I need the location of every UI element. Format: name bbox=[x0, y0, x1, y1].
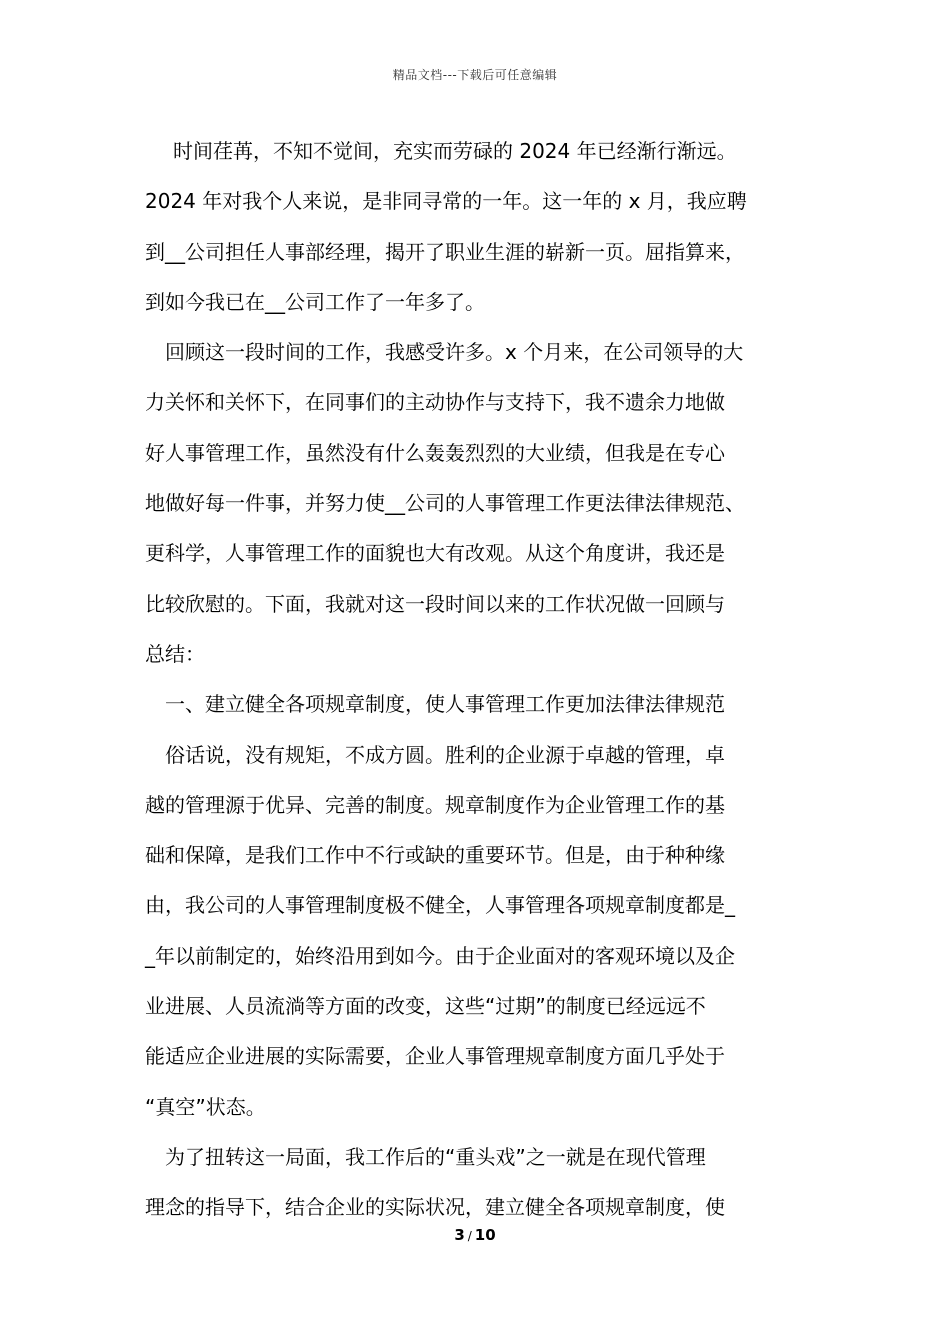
paragraph-line: 力关怀和关怀下，在同事们的主动协作与支持下，我不遗余力地做 bbox=[145, 390, 725, 415]
page-number bbox=[0, 1226, 950, 1244]
paragraph-line: 比较欣慰的。下面，我就对这一段时间以来的工作状况做一回顾与 bbox=[145, 591, 725, 616]
paragraph-line: 到__公司担任人事部经理，揭开了职业生涯的崭新一页。屈指算来， bbox=[145, 239, 745, 264]
paragraph-line: 业进展、人员流淌等方面的改变，这些“过期”的制度已经远远不 bbox=[145, 994, 706, 1019]
paragraph-line: “真空”状态。 bbox=[145, 1094, 266, 1119]
paragraph-line: 到如今我已在__公司工作了一年多了。 bbox=[145, 289, 485, 314]
paragraph-line: 为了扭转这一局面，我工作后的“重头戏”之一就是在现代管理 bbox=[165, 1144, 706, 1169]
paragraph-line: 俗话说，没有规矩，不成方圆。胜利的企业源于卓越的管理，卓 bbox=[165, 742, 725, 767]
paragraph-line: 更科学，人事管理工作的面貌也大有改观。从这个角度讲，我还是 bbox=[145, 541, 725, 566]
section-heading: 一、建立健全各项规章制度，使人事管理工作更加法律法律规范 bbox=[165, 692, 725, 717]
paragraph-line: 时间荏苒，不知不觉间，充实而劳碌的 2024 年已经渐行渐远。 bbox=[173, 139, 737, 163]
paragraph-line: 能适应企业进展的实际需要，企业人事管理规章制度方面几乎处于 bbox=[145, 1044, 725, 1069]
paragraph-line: 由，我公司的人事管理制度极不健全，人事管理各项规章制度都是_ bbox=[145, 893, 735, 918]
paragraph-line: 越的管理源于优异、完善的制度。规章制度作为企业管理工作的基 bbox=[145, 792, 725, 817]
page-header: 精品文档---下载后可任意编辑 bbox=[392, 68, 558, 82]
paragraph-line: 好人事管理工作，虽然没有什么轰轰烈烈的大业绩，但我是在专心 bbox=[145, 440, 725, 465]
current-page: 3 bbox=[454, 1226, 465, 1244]
paragraph-line: 总结： bbox=[145, 641, 205, 666]
total-pages: 10 bbox=[474, 1226, 496, 1244]
paragraph-line: 2024 年对我个人来说，是非同寻常的一年。这一年的 x 月，我应聘 bbox=[145, 189, 747, 214]
document-body bbox=[145, 126, 815, 1233]
paragraph-line: 理念的指导下，结合企业的实际状况，建立健全各项规章制度，使 bbox=[145, 1195, 725, 1220]
paragraph-line: 础和保障，是我们工作中不行或缺的重要环节。但是，由于种种缘 bbox=[145, 843, 725, 868]
paragraph-line: _年以前制定的，始终沿用到如今。由于企业面对的客观环境以及企 bbox=[145, 943, 735, 968]
page-separator: / bbox=[467, 1229, 472, 1243]
paragraph-line: 地做好每一件事，并努力使__公司的人事管理工作更法律法律规范、 bbox=[145, 491, 745, 516]
paragraph-line: 回顾这一段时间的工作，我感受许多。x 个月来，在公司领导的大 bbox=[165, 340, 744, 365]
